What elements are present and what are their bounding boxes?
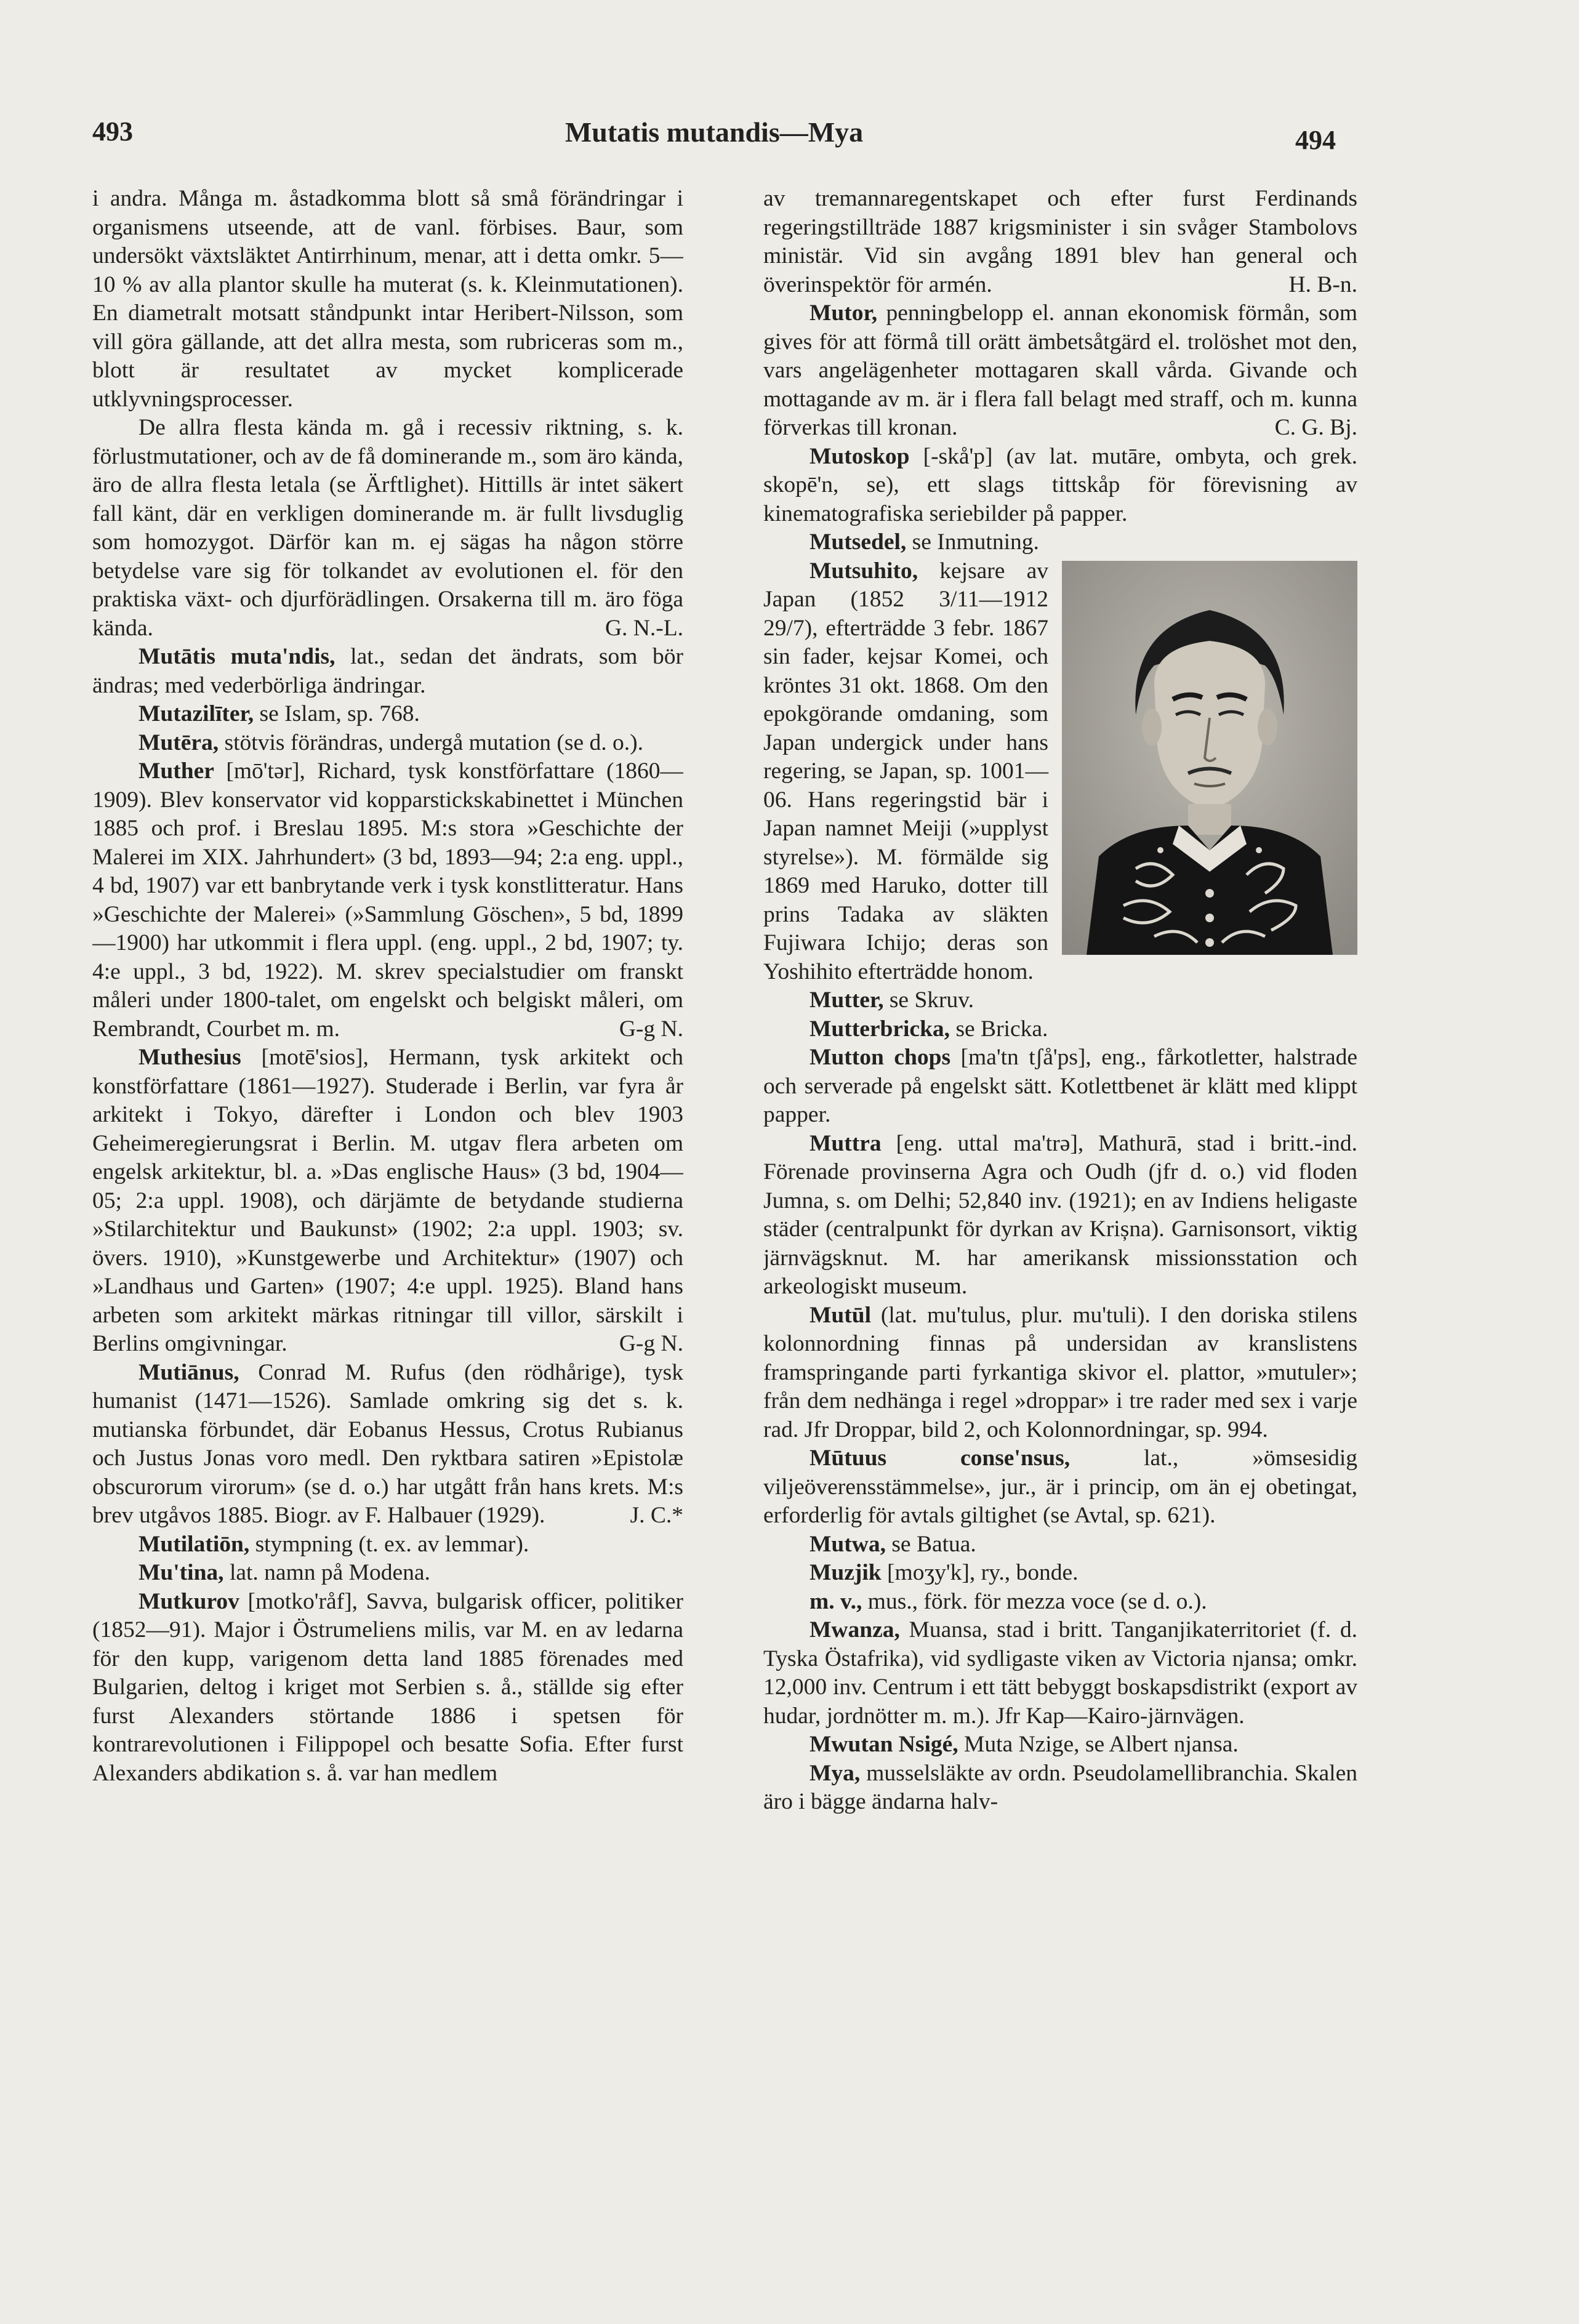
entry (763, 1301, 1357, 1445)
entry (92, 643, 683, 700)
entry (763, 1130, 1357, 1301)
entry-text: se Islam, sp. 768. (254, 701, 420, 726)
entry (763, 1588, 1357, 1617)
entry-text: (lat. mu'tulus, plur. mu'tuli). I den doriska stilens kolonnordning finnas på undersidan av kranslistens framspringande parti fyrkantiga skivor el. plattor, »mutuler»; från dem nedhänga i regel »droppar» i tre rader med sex i varje rad. Jfr Droppar, bild 2, och Kolonnordningar, sp. 994. (763, 1302, 1357, 1442)
headword: Muthesius (139, 1045, 241, 1070)
entry-text: [eng. uttal ma'trə], Mathurā, stad i britt.-ind. Förenade provinserna Agra och Oudh (jfr d. o.) vid floden Jumna, s. om Delhi; 52,840 inv. (1921); en av Indiens heligaste städer (centralpunkt för dyrkan av Krișna). Garnisonsort, viktig järnvägsknut. M. har amerikansk missionsstation och arkeologiskt museum. (763, 1130, 1357, 1299)
entry (763, 1530, 1357, 1559)
headword: Mu'tina, (139, 1560, 224, 1585)
entry-text: stympning (t. ex. av lemmar). (249, 1531, 529, 1557)
headword: Mutātis muta'ndis, (139, 644, 335, 669)
entry (92, 1043, 683, 1359)
entry-text: stötvis förändras, undergå mutation (se d. o.). (219, 730, 643, 755)
entry (763, 1616, 1357, 1731)
entry (763, 557, 1357, 987)
headword: Muttra (810, 1130, 882, 1156)
author-signature: G-g N. (619, 1016, 683, 1042)
entry (763, 1759, 1357, 1817)
entry (92, 185, 683, 414)
entry-text: [mō'tər], Richard, tysk konstförfattare (1860—1909). Blev konservator vid kopparstickskabinettet i München 1885 och prof. i Breslau 1895. M:s stora »Geschichte der Malerei im XIX. Jahrhundert» (3 bd, 1893—94; 2:a eng. uppl., 4 bd, 1907) var ett banbrytande verk i tysk konstlitteratur. Hans »Geschichte der Malerei» (»Sammlung Göschen», 5 bd, 1899—1900) har utkommit i flera uppl. (eng. uppl., 2 bd, 1907; ty. 4:e uppl., 3 bd, 1922). M. skrev specialstudier om franskt måleri under 1800-talet, om engelskt och belgiskt måleri, om Rembrandt, Courbet m. m. (92, 758, 683, 1042)
headword: Mutoskop (810, 443, 910, 469)
author-signature: G-g N. (619, 1331, 683, 1356)
headword: Mutor, (810, 300, 878, 326)
entry-text: [motko'råf], Savva, bulgarisk officer, politiker (1852—91). Major i Östrumeliens milis, var M. en av ledarna för den kupp, varigenom detta land 1885 förenades med Bulgarien, deltog i kriget mot Serbien s. å., ställde sig efter furst Alexanders störtande 1886 i spetsen för kontrarevolutionen i Filippopel och besatte Sofia. Efter furst Alexanders abdikation s. å. var han medlem (92, 1588, 683, 1786)
entry (763, 1043, 1357, 1130)
entry-text: se Batua. (885, 1531, 976, 1557)
entry-text: [ma'tn tʃå'ps], eng., fårkotletter, halstrade och serverade på engelskt sätt. Kotlettbenet är klätt med klippt papper. (763, 1045, 1357, 1127)
entry-text: av tremannaregentskapet och efter furst Ferdinands regeringstillträde 1887 krigsminister i sin svåger Stambolovs ministär. Vid sin avgång 1891 blev han general och överinspektör för armén. (763, 186, 1357, 297)
headword: Mutazilīter, (139, 701, 254, 726)
entry-text: lat. namn på Modena. (223, 1560, 430, 1585)
entry-text: se Inmutning. (906, 529, 1039, 555)
entry-text: penningbelopp el. annan ekonomisk förmån, som gives för att förmå till orätt ämbetsåtgärd el. trolöshet mot den, vars angelägenheter mottagaren skall vårda. Givande och mottagande av m. är i flera fall belagt med straff, och m. kunna förverkas till kronan. (763, 300, 1357, 440)
running-title: Mutatis mutandis—Mya (565, 116, 864, 148)
entry (763, 528, 1357, 557)
entry-text: se Skruv. (883, 987, 974, 1013)
headword: Mutiānus, (139, 1359, 239, 1385)
headword: Mwutan Nsigé, (810, 1732, 958, 1757)
author-signature: C. G. Bj. (1274, 415, 1357, 440)
headword: Mutūl (810, 1302, 872, 1328)
headword: Muzjik (810, 1560, 882, 1585)
entry-text: De allra flesta kända m. gå i recessiv riktning, s. k. förlustmutationer, och av de få dominerande m., som äro kända, äro de allra flesta letala (se Ärftlighet). Hittills är intet säkert fall känt, där en verkligen dominerande m. är fullt livsduglig som homozygot. Därför kan m. ej sägas ha någon större betydelse vare sig för tolkandet av evolutionen el. för den praktiska växt- och djurförädlingen. Orsakerna till m. äro föga kända. (92, 415, 683, 641)
headword: Mutter, (810, 987, 884, 1013)
headword: Mya, (810, 1760, 861, 1786)
right-column (763, 185, 1357, 2253)
entry (92, 1588, 683, 1788)
entry (763, 1559, 1357, 1588)
page-number-left: 493 (92, 116, 133, 147)
left-column (92, 185, 683, 2253)
entry (92, 729, 683, 758)
entry (92, 1359, 683, 1530)
entry-text: kejsare av Japan (1852 3/11—1912 29/7), efterträdde 3 febr. 1867 sin fader, kejsar Komei, och kröntes 31 okt. 1868. Om den epokgörande omdaning, som Japan undergick under hans regering, se Japan, sp. 1001—06. Hans regeringstid bär i Japan namnet Meiji (»upplyst styrelse»). M. förmälde sig 1869 med Haruko, dotter till prins Tadaka av släkten Fujiwara Ichijo; deras son Yoshihito efterträdde honom. (763, 558, 1048, 984)
headword: Mwanza, (810, 1617, 900, 1642)
entry-text: [motē'sios], Hermann, tysk arkitekt och konstförfattare (1861—1927). Studerade i Berlin, var fyra år arkitekt i Tokyo, därefter i London och blev 1903 Geheimeregierungsrat i Berlin. M. utgav flera arbeten om engelsk arkitektur, bl. a. »Das englische Haus» (3 bd, 1904—05; 2:a uppl. 1908), och därjämte de betydande studierna »Stilarchitektur und Baukunst» (1902; 2:a uppl. 1903; sv. övers. 1910), »Kunstgewerbe und Architektur» (1907) och »Landhaus und Garten» (1907; 4:e uppl. 1925). Bland hans arbeten som arkitekt märkas ritningar till villor, särskilt i Berlins omgivningar. (92, 1045, 683, 1356)
portrait-illustration (1062, 561, 1357, 955)
entry (763, 986, 1357, 1015)
headword: Mutilatiōn, (139, 1531, 250, 1557)
headword: Muther (139, 758, 214, 784)
headword: Mutsedel, (810, 529, 907, 555)
entry (92, 757, 683, 1043)
page-number-right: 494 (1295, 125, 1336, 155)
headword: Mutwa, (810, 1531, 886, 1557)
entry (763, 443, 1357, 529)
entry-text: Muta Nzige, se Albert njansa. (958, 1732, 1239, 1757)
headword: Mutsuhito, (810, 558, 918, 584)
headword: Mūtuus conse'nsus, (810, 1445, 1071, 1471)
headword: Mutton chops (810, 1045, 951, 1070)
author-signature: G. N.-L. (605, 615, 683, 641)
page-header (86, 111, 1342, 160)
author-signature: H. B-n. (1288, 271, 1357, 297)
entry (92, 414, 683, 643)
entry-text: lat., sedan det ändrats, som bör ändras; med vederbörliga ändringar. (92, 644, 683, 698)
entry (763, 185, 1357, 299)
entry (763, 299, 1357, 443)
headword: Mutēra, (139, 730, 219, 755)
portrait-engraving (1062, 561, 1357, 955)
entry-text: Muansa, stad i britt. Tanganjikaterritoriet (f. d. Tyska Östafrika), vid sydligaste viken av Victoria njansa; omkr. 12,000 inv. Centrum i ett tätt bebyggt boskapsdistrikt (export av hudar, jordnötter m. m.). Jfr Kap—Kairo-järnvägen. (763, 1617, 1357, 1729)
entry (763, 1015, 1357, 1044)
headword: Mutkurov (139, 1588, 239, 1614)
entry-text: musselsläkte av ordn. Pseudolamellibranchia. Skalen äro i bägge ändarna halv- (763, 1760, 1357, 1814)
headword: Mutterbricka, (810, 1016, 950, 1042)
entry-text: [-skå'p] (av lat. mutāre, ombyta, och grek. skopē'n, se), ett slags tittskåp för förevisning av kinematografiska seriebilder på papper. (763, 443, 1357, 526)
headword: m. v., (810, 1588, 862, 1614)
entry-text: i andra. Många m. åstadkomma blott så små förändringar i organismens utseende, att de vanl. förbises. Baur, som undersökt växtsläktet Antirrhinum, menar, att i detta omkr. 5—10 % av alla plantor skulle ha muterat (s. k. Kleinmutationen). En diametralt motsatt ståndpunkt intar Heribert-Nilsson, som vill göra gällande, att det allra mesta, som rubriceras som m., blott är resultatet av mycket komplicerade utklyvningsprocesser. (92, 186, 683, 412)
entry (92, 1530, 683, 1559)
entry-text: lat., »ömsesidig viljeöverensstämmelse», jur., är i princip, om än ej obetingat, erforderlig för avtals giltighet (se Avtal, sp. 621). (763, 1445, 1357, 1528)
entry-text: se Bricka. (950, 1016, 1048, 1042)
entry (92, 1559, 683, 1588)
entry-text: Conrad M. Rufus (den rödhårige), tysk humanist (1471—1526). Samlade omkring sig det s. k. mutianska förbundet, där Eobanus Hessus, Crotus Rubianus och Justus Jonas voro medl. Den ryktbara satiren »Epistolæ obscurorum virorum» (se d. o.) har utgått från hans krets. M:s brev utgåvos 1885. Biogr. av F. Halbauer (1929). (92, 1359, 683, 1528)
author-signature: J. C.* (630, 1503, 683, 1528)
entry (763, 1444, 1357, 1530)
entry-text: mus., förk. för mezza voce (se d. o.). (862, 1588, 1207, 1614)
entry (92, 700, 683, 729)
entry-text: [moʒy'k], ry., bonde. (881, 1560, 1079, 1585)
entry (763, 1731, 1357, 1759)
